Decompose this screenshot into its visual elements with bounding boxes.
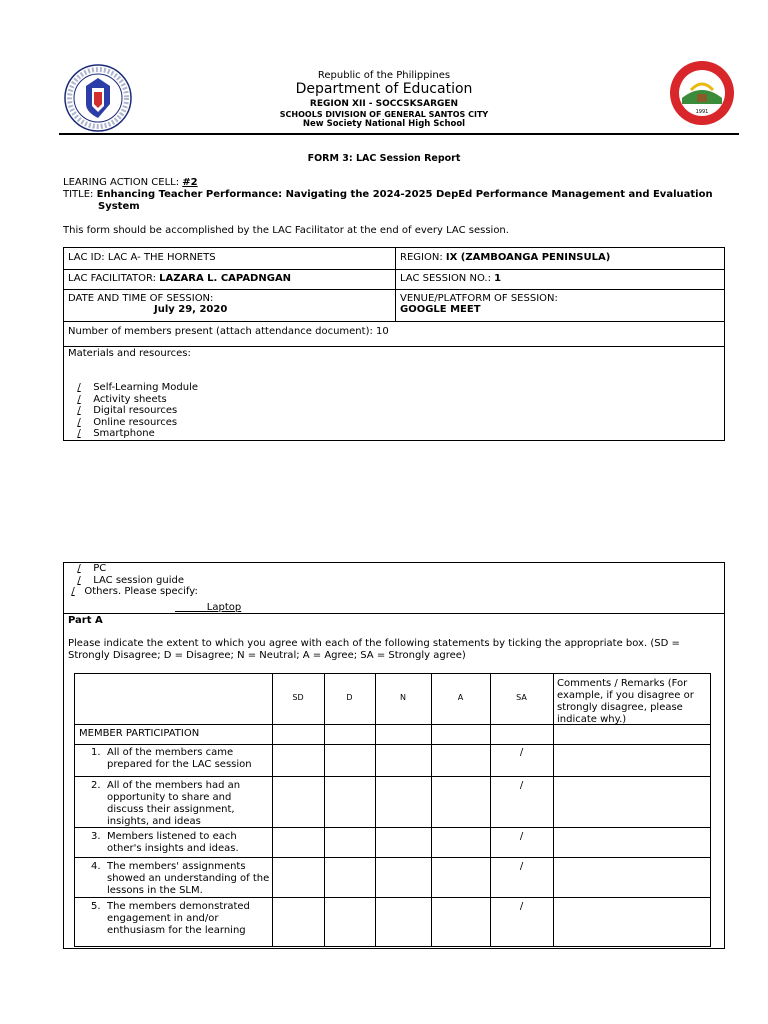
lac-facilitator	[68, 273, 291, 285]
material-item	[68, 417, 198, 429]
title-label: TITLE:	[63, 189, 97, 200]
info-hr-4	[63, 346, 725, 347]
rating-mark: /	[519, 831, 524, 842]
section-member-participation: MEMBER PARTICIPATION	[79, 728, 200, 739]
col-header-n: N	[400, 693, 406, 702]
lac-id: LAC ID: LAC A- THE HORNETS	[68, 252, 216, 263]
members-present: Number of members present (attach attendance document): 10	[68, 326, 389, 337]
row-text: All of the members had an opportunity to share and discuss their assignment, insights, and ideas	[107, 780, 241, 827]
material-item	[68, 575, 198, 587]
col-header-a: A	[457, 693, 464, 702]
form-instruction: This form should be accomplished by the LAC Facilitator at the end of every LAC session.	[63, 225, 509, 236]
learning-cell-value: #2	[182, 177, 198, 188]
info-hr-1	[63, 269, 725, 270]
material-item	[68, 428, 198, 440]
materials-label: Materials and resources:	[68, 348, 191, 359]
material-label: LAC session guide	[93, 574, 184, 586]
material-item	[68, 394, 198, 406]
rating-mark: /	[519, 901, 524, 912]
check-mark: /	[77, 563, 81, 574]
col-header-sa: SA	[516, 693, 527, 702]
learning-cell-line	[63, 177, 198, 189]
region-label: REGION:	[400, 252, 446, 263]
check-mark: /	[71, 586, 75, 597]
rt-vr-6	[553, 673, 554, 947]
material-label: Online resources	[93, 416, 178, 428]
seal-year: 1991	[695, 109, 709, 115]
venue-label: VENUE/PLATFORM OF SESSION:	[400, 293, 558, 304]
date-value: July 29, 2020	[154, 304, 228, 315]
check-mark: /	[77, 574, 81, 586]
statement-row-1	[79, 747, 269, 771]
rating-mark: /	[519, 780, 524, 791]
check-mark: /	[77, 382, 81, 393]
session-no-value: 1	[494, 273, 502, 284]
title-value-continued: System	[98, 201, 140, 212]
material-item	[68, 563, 198, 575]
statement-row-5	[79, 901, 269, 937]
date-label: DATE AND TIME OF SESSION:	[68, 293, 214, 304]
learning-cell-label: LEARING ACTION CELL:	[63, 177, 183, 188]
lac-session-no	[400, 273, 501, 285]
row-number: 4.	[91, 861, 101, 872]
row-number: 5.	[91, 901, 101, 912]
material-label: Activity sheets	[93, 393, 167, 405]
rt-vr-4	[431, 673, 432, 947]
rt-vr-2	[324, 673, 325, 947]
rt-hr-6	[74, 897, 711, 898]
materials-list-2	[68, 563, 198, 598]
part-a-instruction: Please indicate the extent to which you agree with each of the following statements by ticking the appropriate box. (SD = Strongly Disagree; D = Disagree; N = Neutral; A = Agree; SA = Strongly agree)	[68, 638, 680, 661]
row-text: The members' assignments showed an understanding of the lessons in the SLM.	[107, 861, 270, 896]
rt-vr-1	[272, 673, 273, 947]
info-hr-3	[63, 321, 725, 322]
venue-value: GOOGLE MEET	[400, 304, 481, 315]
row-number: 2.	[91, 780, 101, 791]
rt-hr-2	[74, 744, 711, 745]
material-label: Self-Learning Module	[93, 382, 199, 393]
facilitator-label: LAC FACILITATOR:	[68, 273, 160, 284]
info-hr-2	[63, 289, 725, 290]
material-item	[68, 405, 198, 417]
others-value	[175, 602, 241, 614]
page2-hr	[63, 613, 725, 614]
others-underline	[175, 602, 241, 613]
region	[400, 252, 610, 264]
material-label: PC	[93, 563, 107, 574]
statement-row-4	[79, 861, 274, 897]
check-mark: /	[77, 393, 81, 405]
header-republic: Republic of the Philippines	[317, 70, 451, 81]
header-divider	[59, 133, 739, 135]
statement-row-3	[79, 831, 269, 855]
facilitator-value: LAZARA L. CAPADNGAN	[159, 273, 292, 284]
session-no-label: LAC SESSION NO.:	[400, 273, 495, 284]
others-text: Laptop	[206, 602, 242, 613]
header-department: Department of Education	[295, 81, 473, 97]
rating-mark: /	[519, 747, 524, 758]
header-region: REGION XII - SOCCSKSARGEN	[309, 99, 459, 109]
form-title: FORM 3: LAC Session Report	[307, 153, 461, 164]
material-label: Smartphone	[93, 428, 155, 439]
col-header-d: D	[346, 693, 353, 702]
rt-hr-5	[74, 857, 711, 858]
col-header-sd: SD	[292, 693, 304, 702]
part-a-title: Part A	[68, 615, 103, 626]
material-item	[68, 586, 198, 598]
check-mark: /	[77, 416, 81, 428]
row-text: The members demonstrated engagement in and/or enthusiasm for the learning	[107, 901, 250, 936]
info-vr	[395, 247, 396, 321]
header-school: New Society National High School	[302, 119, 466, 129]
material-label: Digital resources	[93, 405, 178, 416]
check-mark: /	[77, 405, 81, 416]
header-division: SCHOOLS DIVISION OF GENERAL SANTOS CITY	[279, 110, 489, 119]
row-number: 3.	[91, 831, 101, 842]
col-header-comments: Comments / Remarks (For example, if you disagree or strongly disagree, please indicate why.)	[557, 678, 694, 725]
material-item	[68, 382, 198, 394]
rt-vr-3	[375, 673, 376, 947]
row-number: 1.	[91, 747, 101, 758]
materials-list-1	[68, 382, 198, 440]
statement-row-2	[79, 780, 269, 828]
rating-mark: /	[519, 861, 524, 872]
row-text: Members listened to each other's insights and ideas.	[107, 831, 239, 854]
row-text: All of the members came prepared for the LAC session	[107, 747, 252, 770]
rt-hr-3	[74, 776, 711, 777]
title-value: Enhancing Teacher Performance: Navigating the 2024-2025 DepEd Performance Management and Evaluation	[96, 189, 713, 200]
region-value: IX (ZAMBOANGA PENINSULA)	[445, 252, 611, 263]
title-line	[63, 189, 743, 201]
check-mark: /	[77, 428, 81, 439]
material-label: Others. Please specify:	[84, 586, 198, 597]
